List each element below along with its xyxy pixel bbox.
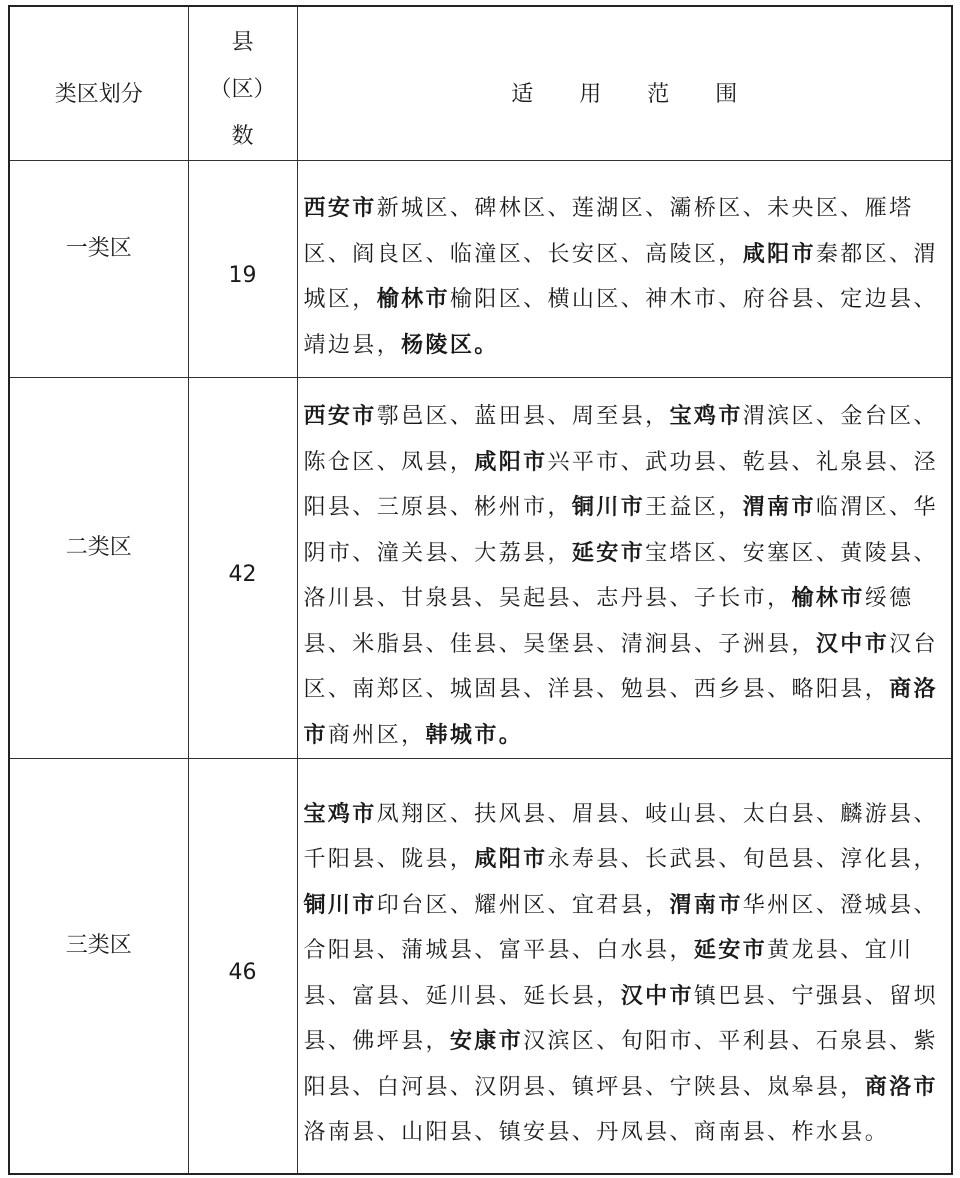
scope-district-list: 宝塔区、安塞区、黄陵县、洛川县、甘泉县、吴起县、志丹县、子长市， xyxy=(303,540,938,611)
category-label: 三类区 xyxy=(65,932,132,958)
scope-city-name: 汉中市 xyxy=(815,631,890,657)
scope-city-name: 延安市 xyxy=(571,540,646,566)
scope-city-name: 杨陵区。 xyxy=(401,332,499,358)
scope-city-name: 汉中市 xyxy=(620,983,694,1009)
scope-city-name: 榆林市 xyxy=(376,287,450,312)
scope-city-name: 商洛市 xyxy=(303,677,938,748)
scope-district-list: 黄龙县、宜川县、富县、延川县、延长县， xyxy=(303,938,914,1009)
scope-district-list: 临渭区、华阴市、潼关县、大荔县， xyxy=(303,495,938,566)
scope-city-name: 渭南市 xyxy=(742,495,816,520)
header-count-line: （区） xyxy=(209,77,276,102)
scope-cell xyxy=(297,378,952,759)
scope-district-list: 王益区， xyxy=(645,495,743,520)
scope-city-name: 安康市 xyxy=(449,1029,524,1055)
scope-city-name: 宝鸡市 xyxy=(303,801,377,827)
count-cell xyxy=(188,161,297,378)
scope-city-name: 延安市 xyxy=(693,938,768,964)
scope-city-name: 铜川市 xyxy=(571,495,646,520)
scope-city-name: 宝鸡市 xyxy=(669,404,743,429)
scope-cell xyxy=(297,759,952,1174)
scope-district-list: 商州区， xyxy=(327,722,426,748)
scope-district-list: 秦都区、渭城区， xyxy=(303,241,938,312)
table-row xyxy=(9,161,952,378)
category-label: 一类区 xyxy=(65,236,132,261)
header-count-line: 数 xyxy=(231,124,254,149)
scope-city-name: 渭南市 xyxy=(669,892,743,918)
county-count: 42 xyxy=(228,562,257,587)
scope-district-list: 兴平市、武功县、乾县、礼泉县、泾阳县、三原县、彬州市， xyxy=(303,449,938,520)
scope-district-list: 镇巴县、宁强县、留坝县、佛坪县， xyxy=(303,983,938,1055)
scope-district-list: 鄠邑区、蓝田县、周至县， xyxy=(376,404,670,429)
header-count-line: 县 xyxy=(231,30,254,55)
scope-city-name: 西安市 xyxy=(303,404,377,429)
header-category-cell xyxy=(9,6,188,161)
header-scope-cell xyxy=(297,6,952,161)
scope-district-list: 华州区、澄城县、合阳县、蒲城县、富平县、白水县， xyxy=(303,892,938,964)
scope-district-list: 新城区、碑林区、莲湖区、灞桥区、未央区、雁塔区、阎良区、临潼区、长安区、高陵区， xyxy=(303,196,914,267)
scope-district-list: 渭滨区、金台区、陈仓区、凤县， xyxy=(303,404,938,475)
count-cell xyxy=(188,759,297,1174)
table-header-row xyxy=(9,6,952,161)
scope-city-name: 韩城市。 xyxy=(425,722,524,748)
category-cell xyxy=(9,161,188,378)
scope-city-name: 榆林市 xyxy=(791,586,865,611)
scope-district-list: 汉滨区、旬阳市、平利县、石泉县、紫阳县、白河县、汉阴县、镇坪县、宁陕县、岚皋县， xyxy=(303,1029,938,1100)
county-count: 19 xyxy=(228,263,257,288)
table-row xyxy=(9,759,952,1174)
header-category-label: 类区划分 xyxy=(54,81,143,107)
scope-city-name: 咸阳市 xyxy=(474,449,548,475)
scope-district-list: 榆阳区、横山区、神木市、府谷县、定边县、靖边县， xyxy=(303,287,938,358)
scope-district-list: 凤翔区、扶风县、眉县、岐山县、太白县、麟游县、千阳县、陇县， xyxy=(303,801,938,873)
scope-district-list: 印台区、耀州区、宜君县， xyxy=(376,892,670,918)
table-row xyxy=(9,378,952,759)
scope-district-list: 绥德县、米脂县、佳县、吴堡县、清涧县、子洲县， xyxy=(303,586,914,657)
category-cell xyxy=(9,759,188,1174)
count-cell xyxy=(188,378,297,759)
scope-district-list: 汉台区、南郑区、城固县、洋县、勉县、西乡县、略阳县， xyxy=(303,631,938,702)
scope-district-list: 洛南县、山阳县、镇安县、丹凤县、商南县、柞水县。 xyxy=(303,1120,890,1146)
category-cell xyxy=(9,378,188,759)
category-label: 二类区 xyxy=(65,535,132,560)
county-count: 46 xyxy=(228,959,257,985)
scope-city-name: 咸阳市 xyxy=(742,241,816,267)
header-count-cell xyxy=(188,6,297,161)
header-scope-label: 适用范围 xyxy=(511,81,784,107)
scope-district-list: 永寿县、长武县、旬邑县、淳化县， xyxy=(547,847,938,873)
region-classification-table xyxy=(8,5,953,1175)
scope-city-name: 铜川市 xyxy=(303,892,377,918)
scope-city-name: 咸阳市 xyxy=(474,847,548,873)
scope-city-name: 商洛市 xyxy=(864,1074,938,1100)
scope-city-name: 西安市 xyxy=(303,196,377,221)
scope-cell xyxy=(297,161,952,378)
